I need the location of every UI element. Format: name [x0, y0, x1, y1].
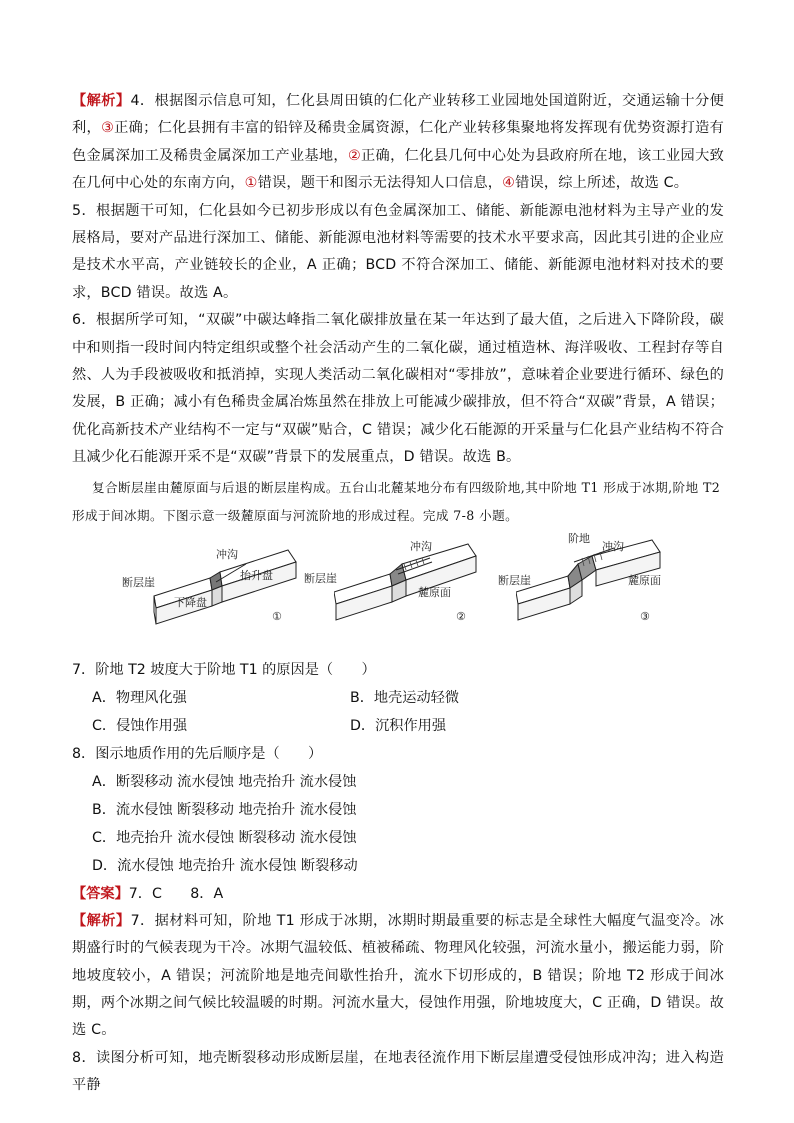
- figure-1-label-d: 下降盘: [174, 595, 207, 609]
- figure-1-label-c: 抬升盘: [240, 568, 273, 582]
- figure-2-label-a: 断层崖: [304, 571, 337, 585]
- question-7-stem: 7．阶地 T2 坡度大于阶地 T1 的原因是（ ）: [72, 661, 376, 678]
- figure-2-label-b: 冲沟: [410, 539, 432, 553]
- analysis-tag: 【解析】: [72, 912, 131, 929]
- figure-1-label-a: 断层崖: [122, 575, 155, 589]
- figure-3-label-d: 麓原面: [628, 573, 661, 587]
- q8-option-a: A．断裂移动 流水侵蚀 地壳抬升 流水侵蚀: [92, 773, 357, 790]
- figure-2-drawing: [334, 534, 484, 654]
- figure-1-label-b: 冲沟: [216, 547, 238, 561]
- q8-option-c: C．地壳抬升 流水侵蚀 断裂移动 流水侵蚀: [92, 829, 357, 846]
- figure-3-drawing: [516, 534, 668, 654]
- question-8-stem: 8．图示地质作用的先后顺序是（ ）: [72, 745, 323, 762]
- figure-3-label-b: 阶地: [568, 531, 590, 545]
- figure-2: [304, 534, 484, 654]
- question-7-options: [72, 684, 724, 740]
- material-intro: 复合断层崖由麓原面与后退的断层崖构成。五台山北麓某地分布有四级阶地,其中阶地 T1 形成于冰期,阶地 T2 形成于间冰期。下图示意一级麓原面与河流阶地的形成过程。完成 7-8 小题。: [72, 479, 721, 523]
- figure-2-number: ②: [456, 609, 466, 623]
- answer-line: 【答案】7．C 8．A: [72, 885, 224, 902]
- figure-3-number: ③: [640, 609, 650, 623]
- figure-3-label-c: 冲沟: [602, 539, 624, 553]
- answer-tag: 【答案】: [72, 885, 129, 902]
- q7-option-b: B．地壳运动轻微: [350, 689, 460, 706]
- q7-option-a: A．物理风化强: [92, 689, 187, 706]
- q8-option-b: B．流水侵蚀 断裂移动 地壳抬升 流水侵蚀: [92, 801, 357, 818]
- figure-1: [122, 534, 300, 654]
- explanation-q4: 【解析】4．根据图示信息可知，仁化县周田镇的仁化产业转移工业园地处国道附近，交通运输十分便利，③正确；仁化县拥有丰富的铅锌及稀贵金属资源，仁化产业转移集聚地将发挥现有优势资源打造有色金属深加工及稀贵金属深加工产业基地，②正确，仁化县几何中心处为县政府所在地，该工业园大致在几何中心处的东南方向，①错误，题干和图示无法得知人口信息，④错误，综上所述，故选 C。: [72, 93, 725, 192]
- figure-3-label-a: 断层崖: [498, 573, 531, 587]
- q8-option-d: D．流水侵蚀 地壳抬升 流水侵蚀 断裂移动: [92, 857, 358, 874]
- q7-option-d: D．沉积作用强: [350, 717, 447, 734]
- figure-3: [498, 531, 668, 654]
- explanation-q7: 【解析】7．据材料可知，阶地 T1 形成于冰期，冰期时期最重要的标志是全球性大幅度气温变冷。冰期盛行时的气候表现为干冷。冰期气温较低、植被稀疏、物理风化较强，河流水量小，搬运能力弱，阶地坡度较小，A 错误；河流阶地是地壳间歇性抬升，流水下切形成的，B 错误；阶地 T2 形成于间冰期，两个冰期之间气候比较温暖的时期。河流水量大，侵蚀作用强，阶地坡度大，C 正确，D 错误。故选 C。: [72, 912, 725, 1039]
- explanation-q5: 5．根据题干可知，仁化县如今已初步形成以有色金属深加工、储能、新能源电池材料为主导产业的发展格局，要对产品进行深加工、储能、新能源电池材料等需要的技术水平要求高，因此其引进的企业应是技术水平高，产业链较长的企业，A 正确；BCD 不符合深加工、储能、新能源电池材料对技术的要求，BCD 错误。故选 A。: [72, 202, 724, 301]
- figure-1-number: ①: [272, 609, 282, 623]
- figure-2-label-c: 麓原面: [418, 585, 451, 599]
- explanation-q6: 6．根据所学可知，“双碳”中碳达峰指二氧化碳排放量在某一年达到了最大值，之后进入下降阶段，碳中和则指一段时间内特定组织或整个社会活动产生的二氧化碳，通过植造林、海洋吸收、工程封存等自然、人为手段被吸收和抵消掉，实现人类活动二氧化碳相对“零排放”，意味着企业要进行循环、绿色的发展，B 正确；减小有色稀贵金属冶炼虽然在排放上可能减少碳排放，但不符合“双碳”背景，A 错误；优化高新技术产业结构不一定与“双碳”贴合，C 错误；减少化石能源的开采量与仁化县产业结构不符合且减少化石能源开采不是“双碳”背景下的发展重点，D 错误。故选 B。: [72, 312, 724, 466]
- figure-row: [72, 531, 724, 656]
- analysis-tag: 【解析】: [72, 93, 131, 109]
- document-page: [72, 88, 724, 1100]
- q7-option-c: C．侵蚀作用强: [92, 717, 188, 734]
- explanation-q8: 8．读图分析可知，地壳断裂移动形成断层崖，在地表径流作用下断层崖遭受侵蚀形成冲沟；进入构造平静: [72, 1049, 724, 1094]
